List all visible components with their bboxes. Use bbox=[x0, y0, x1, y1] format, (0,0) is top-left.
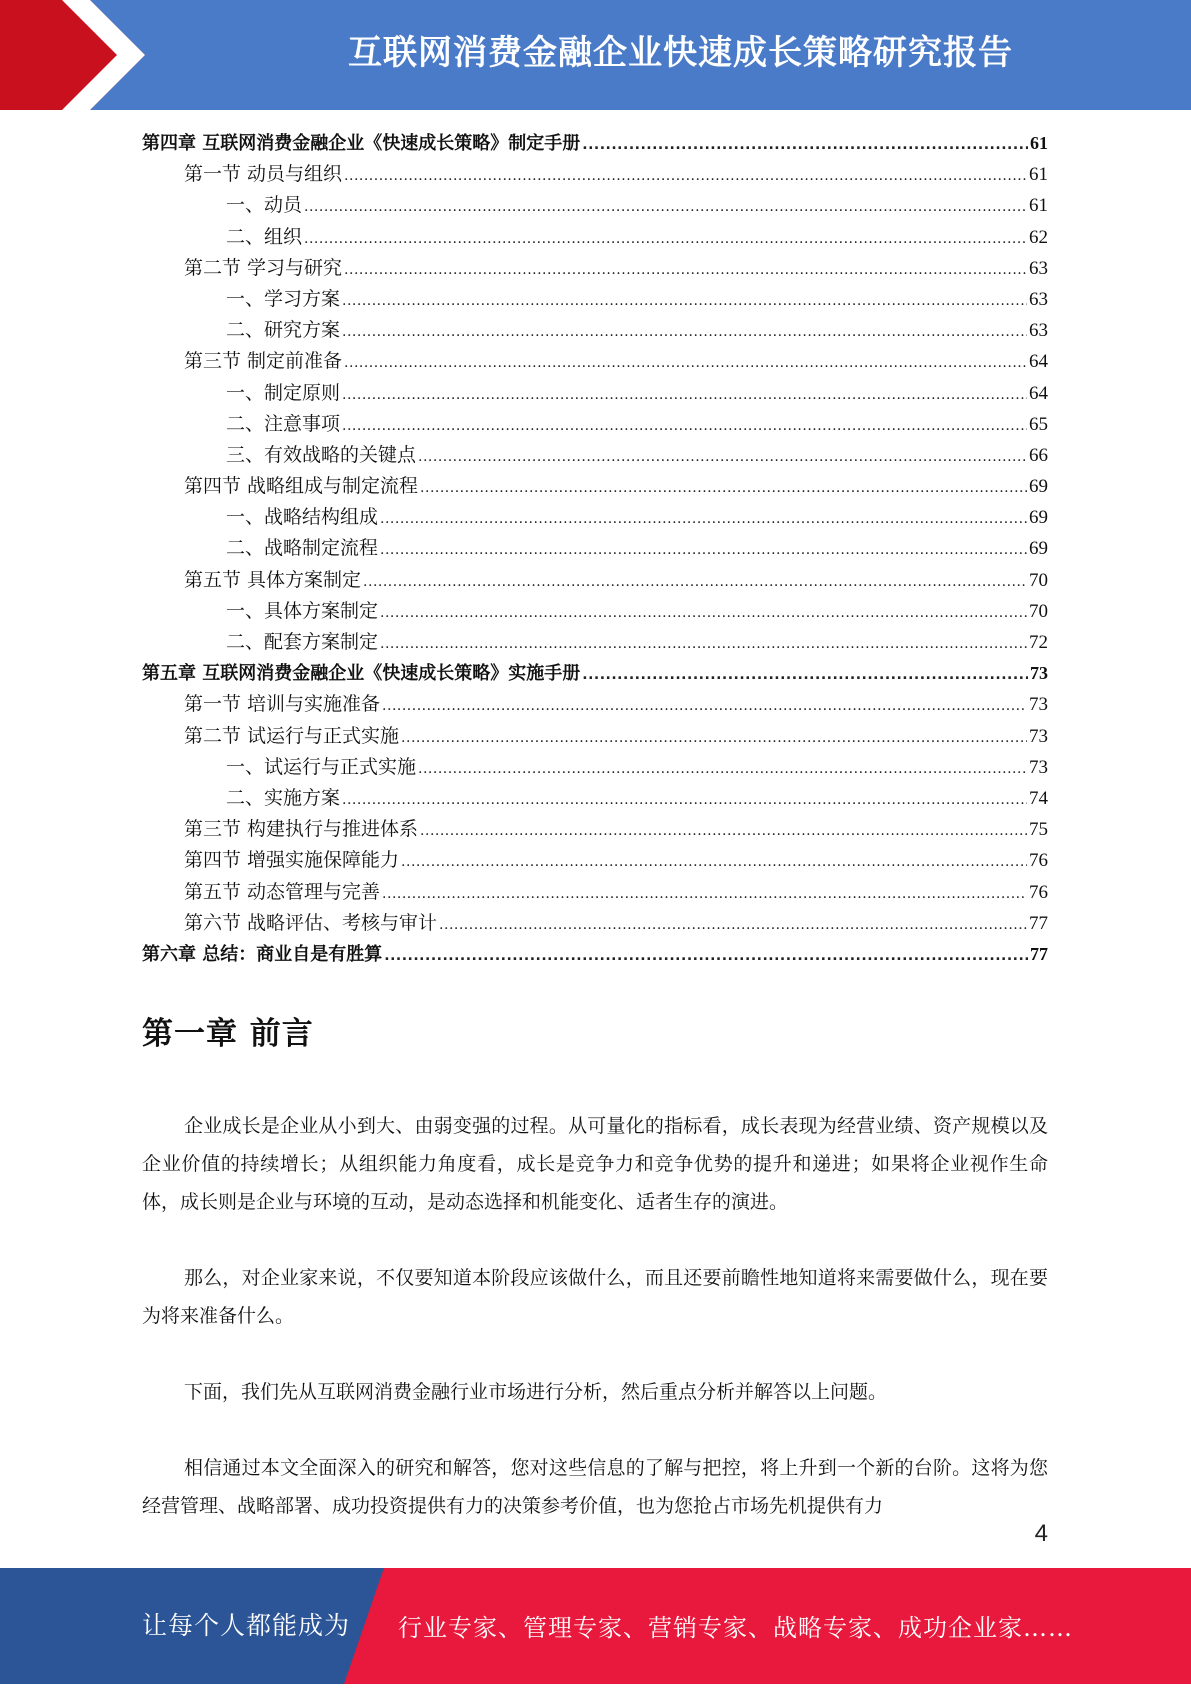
toc-dot-leader bbox=[439, 908, 1027, 941]
toc-entry[interactable] bbox=[142, 752, 1048, 783]
paragraph: 相信通过本文全面深入的研究和解答，您对这些信息的了解与把控，将上升到一个新的台阶。这将为您经营管理、战略部署、成功投资提供有力的决策参考价值，也为您抢占市场先机提供有力 bbox=[142, 1457, 1048, 1517]
header-chevron-decoration bbox=[0, 0, 190, 110]
toc-entry-page: 69 bbox=[1029, 507, 1048, 529]
toc-entry[interactable] bbox=[142, 128, 1048, 159]
toc-dot-leader bbox=[363, 565, 1027, 598]
toc-entry-page: 61 bbox=[1029, 195, 1048, 217]
toc-entry-title: 二、配套方案制定 bbox=[226, 631, 379, 653]
table-of-contents bbox=[142, 128, 1048, 970]
toc-entry-title: 一、学习方案 bbox=[226, 287, 341, 310]
toc-entry[interactable] bbox=[142, 471, 1048, 502]
toc-entry[interactable] bbox=[142, 440, 1048, 471]
toc-entry[interactable] bbox=[142, 533, 1048, 564]
toc-entry-page: 62 bbox=[1029, 226, 1048, 248]
toc-entry-page: 63 bbox=[1029, 257, 1048, 279]
toc-dot-leader bbox=[420, 814, 1027, 847]
toc-dot-leader bbox=[344, 253, 1027, 286]
toc-entry-title: 第三节 构建执行与推进体系 bbox=[184, 818, 419, 841]
toc-entry-title: 一、试运行与正式实施 bbox=[226, 755, 417, 778]
page-number: 4 bbox=[1034, 1520, 1048, 1547]
toc-entry[interactable] bbox=[142, 721, 1048, 752]
toc-entry[interactable] bbox=[142, 409, 1048, 440]
toc-entry-title: 二、研究方案 bbox=[226, 319, 341, 342]
report-title: 互联网消费金融企业快速成长策略研究报告 bbox=[348, 33, 1013, 73]
toc-entry-page: 73 bbox=[1029, 694, 1048, 716]
toc-entry[interactable] bbox=[142, 222, 1048, 253]
footer-slogan-left: 让每个人都能成为 bbox=[142, 1611, 351, 1640]
toc-dot-leader bbox=[304, 190, 1027, 223]
paragraph: 企业成长是企业从小到大、由弱变强的过程。从可量化的指标看，成长表现为经营业绩、资产规模以及企业价值的持续增长；从组织能力角度看，成长是竞争力和竞争优势的提升和递进；如果将企业视作生命体，成长则是企业与环境的互动，是动态选择和机能变化、适者生存的演进。 bbox=[142, 1115, 1048, 1213]
toc-entry[interactable] bbox=[142, 284, 1048, 315]
toc-entry-title: 二、注意事项 bbox=[226, 412, 341, 435]
toc-entry-title: 第四节 战略组成与制定流程 bbox=[184, 475, 419, 498]
toc-entry-page: 73 bbox=[1029, 756, 1048, 778]
toc-entry-page: 73 bbox=[1029, 725, 1048, 747]
toc-entry-title: 二、战略制定流程 bbox=[226, 537, 379, 560]
toc-entry-page: 77 bbox=[1030, 943, 1048, 964]
toc-entry-page: 74 bbox=[1029, 787, 1048, 809]
toc-dot-leader bbox=[418, 752, 1027, 785]
toc-entry-page: 64 bbox=[1029, 382, 1048, 404]
toc-entry[interactable] bbox=[142, 565, 1048, 596]
toc-entry-page: 73 bbox=[1030, 663, 1048, 684]
toc-entry-page: 69 bbox=[1029, 538, 1048, 560]
toc-entry-page: 72 bbox=[1029, 632, 1048, 653]
toc-entry-page: 75 bbox=[1029, 819, 1048, 841]
toc-entry-title: 第四章 互联网消费金融企业《快速成长策略》制定手册 bbox=[142, 133, 581, 154]
toc-entry-page: 70 bbox=[1029, 569, 1048, 591]
page-header bbox=[0, 0, 1191, 110]
toc-dot-leader bbox=[342, 409, 1027, 442]
toc-entry-page: 69 bbox=[1029, 476, 1048, 498]
footer-slogan-right: 行业专家、管理专家、营销专家、战略专家、成功企业家…… bbox=[398, 1614, 1073, 1642]
toc-entry-title: 第六节 战略评估、考核与审计 bbox=[184, 911, 438, 934]
toc-entry-page: 66 bbox=[1029, 444, 1048, 466]
toc-entry-title: 第五节 动态管理与完善 bbox=[184, 880, 381, 903]
toc-dot-leader bbox=[344, 159, 1027, 192]
toc-dot-leader bbox=[342, 315, 1027, 348]
toc-dot-leader bbox=[380, 596, 1027, 629]
toc-entry-title: 第一节 培训与实施准备 bbox=[184, 693, 381, 716]
toc-entry[interactable] bbox=[142, 253, 1048, 284]
toc-entry[interactable] bbox=[142, 908, 1048, 939]
toc-entry[interactable] bbox=[142, 502, 1048, 533]
toc-entry-title: 第六章 总结：商业自是有胜算 bbox=[142, 943, 383, 965]
toc-entry-page: 61 bbox=[1029, 164, 1048, 186]
toc-entry-page: 76 bbox=[1029, 881, 1048, 903]
toc-entry-title: 一、战略结构组成 bbox=[226, 506, 379, 529]
page-footer bbox=[0, 1568, 1191, 1684]
toc-entry-page: 65 bbox=[1029, 413, 1048, 435]
toc-entry[interactable] bbox=[142, 814, 1048, 845]
toc-dot-leader bbox=[304, 222, 1027, 255]
toc-entry[interactable] bbox=[142, 159, 1048, 190]
toc-entry[interactable] bbox=[142, 658, 1048, 689]
toc-dot-leader bbox=[401, 845, 1027, 878]
toc-entry[interactable] bbox=[142, 689, 1048, 720]
toc-dot-leader bbox=[342, 284, 1027, 317]
toc-entry-title: 二、实施方案 bbox=[226, 786, 341, 809]
toc-entry[interactable] bbox=[142, 315, 1048, 346]
toc-dot-leader bbox=[380, 627, 1027, 660]
toc-dot-leader bbox=[382, 877, 1027, 910]
toc-entry[interactable] bbox=[142, 596, 1048, 627]
chapter-body bbox=[142, 1107, 1048, 1563]
toc-entry-title: 第二节 学习与研究 bbox=[184, 256, 343, 279]
toc-dot-leader bbox=[380, 533, 1027, 566]
toc-entry-page: 76 bbox=[1029, 850, 1048, 872]
toc-entry-title: 第一节 动员与组织 bbox=[184, 163, 343, 186]
toc-entry[interactable] bbox=[142, 845, 1048, 876]
toc-dot-leader bbox=[382, 689, 1027, 722]
toc-entry-title: 二、组织 bbox=[226, 225, 303, 248]
toc-entry[interactable] bbox=[142, 190, 1048, 221]
toc-entry-page: 63 bbox=[1029, 320, 1048, 342]
toc-entry-page: 70 bbox=[1029, 600, 1048, 622]
toc-entry[interactable] bbox=[142, 877, 1048, 908]
toc-entry-title: 第二节 试运行与正式实施 bbox=[184, 724, 400, 747]
paragraph: 那么，对企业家来说，不仅要知道本阶段应该做什么，而且还要前瞻性地知道将来需要做什么，现在要为将来准备什么。 bbox=[142, 1267, 1048, 1327]
toc-dot-leader bbox=[420, 471, 1027, 504]
toc-entry-page: 77 bbox=[1029, 912, 1048, 934]
toc-dot-leader bbox=[582, 658, 1028, 691]
toc-entry-page: 64 bbox=[1029, 351, 1048, 373]
toc-entry[interactable] bbox=[142, 378, 1048, 409]
toc-entry[interactable] bbox=[142, 346, 1048, 377]
toc-entry-title: 第三节 制定前准备 bbox=[184, 350, 343, 373]
paragraph: 下面，我们先从互联网消费金融行业市场进行分析，然后重点分析并解答以上问题。 bbox=[184, 1381, 888, 1403]
toc-entry-title: 一、具体方案制定 bbox=[226, 599, 379, 622]
toc-dot-leader bbox=[582, 128, 1028, 161]
toc-entry-title: 第五章 互联网消费金融企业《快速成长策略》实施手册 bbox=[142, 663, 581, 685]
toc-entry-title: 一、动员 bbox=[226, 194, 303, 217]
toc-dot-leader bbox=[384, 939, 1028, 972]
chapter-title: 第一章 前言 bbox=[142, 1016, 314, 1052]
toc-dot-leader bbox=[401, 721, 1027, 754]
toc-dot-leader bbox=[342, 378, 1027, 411]
toc-dot-leader bbox=[342, 783, 1027, 816]
toc-entry-page: 63 bbox=[1029, 288, 1048, 310]
toc-dot-leader bbox=[380, 502, 1027, 535]
toc-entry[interactable] bbox=[142, 627, 1048, 658]
toc-entry[interactable] bbox=[142, 783, 1048, 814]
toc-entry-title: 第四节 增强实施保障能力 bbox=[184, 849, 400, 872]
toc-entry-title: 三、有效战略的关键点 bbox=[226, 443, 417, 466]
toc-dot-leader bbox=[344, 346, 1027, 379]
toc-entry-title: 一、制定原则 bbox=[226, 381, 341, 404]
toc-entry-title: 第五节 具体方案制定 bbox=[184, 568, 362, 591]
toc-dot-leader bbox=[418, 440, 1027, 473]
toc-entry[interactable] bbox=[142, 939, 1048, 970]
toc-entry-page: 61 bbox=[1030, 133, 1048, 153]
